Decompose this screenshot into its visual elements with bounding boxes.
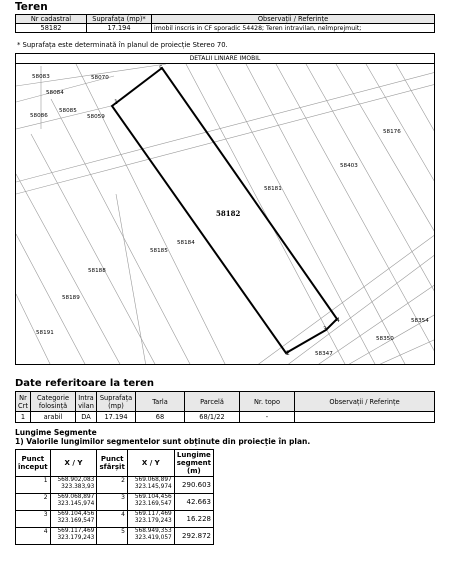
cell-suprafata: 17.194 <box>87 24 152 33</box>
cell-lungime: 16.228 <box>174 511 213 528</box>
cell-categorie: arabil <box>31 412 76 423</box>
table-row <box>16 528 214 545</box>
cell-nr-cadastral: 58182 <box>16 24 87 33</box>
vertex-label-5: 5 <box>159 65 163 72</box>
neighbor-label: 58083 <box>32 74 50 80</box>
vertex-label-4: 4 <box>336 317 340 324</box>
cell-xy-end <box>127 477 174 494</box>
coord-x: 568.902,083 <box>57 477 95 483</box>
cell-nr-crt: 1 <box>16 412 31 423</box>
cell-tarla: 68 <box>136 412 185 423</box>
neighbor-label: 58084 <box>46 90 64 96</box>
coord-y: 323.169,547 <box>134 501 172 507</box>
neighbor-label: 58350 <box>376 336 394 342</box>
col-tarla: Tarla <box>136 392 185 412</box>
teren-table <box>15 14 435 33</box>
cell-lungime: 290.603 <box>174 477 213 494</box>
coord-y: 323.179,243 <box>134 518 172 524</box>
col-punct-inceput: Punct început <box>16 450 51 477</box>
cell-observatii <box>295 412 435 423</box>
date-ref-table <box>15 391 435 423</box>
cell-xy-start <box>50 528 97 545</box>
cell-xy-start <box>50 494 97 511</box>
neighbor-label: 58403 <box>340 163 358 169</box>
cell-xy-end <box>127 494 174 511</box>
coord-y: 323.179,243 <box>57 535 95 541</box>
col-observatii: Observații / Referințe <box>295 392 435 412</box>
cell-xy-end <box>127 511 174 528</box>
cell-punct-start: 3 <box>16 511 51 528</box>
table-row <box>16 494 214 511</box>
neighbor-label: 58059 <box>87 114 105 120</box>
coord-x: 569.104,456 <box>57 511 95 517</box>
coord-x: 569.104,456 <box>134 494 172 500</box>
section-title-date-ref: Date referitoare la teren <box>15 378 154 389</box>
coord-x: 569.117,469 <box>57 528 95 534</box>
neighbor-label: 58176 <box>383 129 401 135</box>
col-suprafata: Suprafața (mp)* <box>87 15 152 24</box>
neighbor-label: 58181 <box>264 186 282 192</box>
section-title-segmente: Lungime Segmente <box>15 428 97 437</box>
neighbor-label: 58085 <box>59 108 77 114</box>
cell-punct-start: 2 <box>16 494 51 511</box>
cell-observatii: imobil inscris in CF sporadic 54428; Teren intravilan, neîmprejmuit; <box>152 24 435 33</box>
cell-lungime: 292.872 <box>174 528 213 545</box>
cell-xy-end <box>127 528 174 545</box>
vertex-label-1: 1 <box>114 99 118 106</box>
cell-punct-end: 3 <box>97 494 128 511</box>
map-title: DETALII LINIARE IMOBIL <box>16 54 434 64</box>
col-nr-crt: Nr Crt <box>16 392 31 412</box>
neighbor-label: 58191 <box>36 330 54 336</box>
col-nr-cadastral: Nr cadastral <box>16 15 87 24</box>
segmente-table <box>15 449 214 545</box>
neighbor-label: 58086 <box>30 113 48 119</box>
col-observatii: Observații / Referințe <box>152 15 435 24</box>
cell-suprafata: 17.194 <box>97 412 136 423</box>
neighbor-label: 58184 <box>177 240 195 246</box>
coord-x: 569.117,469 <box>134 511 172 517</box>
cell-xy-start <box>50 511 97 528</box>
cell-lungime: 42.663 <box>174 494 213 511</box>
col-parcela: Parcelă <box>185 392 240 412</box>
cell-punct-end: 2 <box>97 477 128 494</box>
col-suprafata: Suprafața (mp) <box>97 392 136 412</box>
coord-y: 323.383,93 <box>61 484 95 490</box>
cell-punct-start: 4 <box>16 528 51 545</box>
neighbor-label: 58189 <box>62 295 80 301</box>
cell-punct-end: 4 <box>97 511 128 528</box>
parcel-label: 58182 <box>216 209 241 218</box>
neighbor-label: 58354 <box>411 318 429 324</box>
col-xy-start: X / Y <box>50 450 97 477</box>
coord-y: 323.419,057 <box>134 535 172 541</box>
cell-parcela: 68/1/22 <box>185 412 240 423</box>
cell-punct-start: 1 <box>16 477 51 494</box>
cell-intravilan: DA <box>76 412 97 423</box>
neighbor-label: 58070 <box>91 75 109 81</box>
parcel-map <box>15 53 435 365</box>
neighbor-label: 58347 <box>315 351 333 357</box>
neighbor-label: 58185 <box>150 248 168 254</box>
cell-punct-end: 5 <box>97 528 128 545</box>
coord-x: 569.068,897 <box>134 477 172 483</box>
table-row <box>16 477 214 494</box>
cell-nr-topo: - <box>240 412 295 423</box>
col-categorie: Categorie folosință <box>31 392 76 412</box>
col-xy-end: X / Y <box>127 450 174 477</box>
coord-x: 569.068,897 <box>57 494 95 500</box>
col-lungime: Lungime segment (m) <box>174 450 213 477</box>
vertex-label-2: 2 <box>286 350 290 357</box>
vertex-label-3: 3 <box>323 326 327 333</box>
section-title-teren: Teren <box>15 1 48 13</box>
projection-note: * Suprafața este determinată în planul de proiecție Stereo 70. <box>17 41 228 49</box>
cell-xy-start <box>50 477 97 494</box>
col-intravilan: Intra vilan <box>76 392 97 412</box>
coord-y: 323.145,974 <box>134 484 172 490</box>
neighbor-label: 58188 <box>88 268 106 274</box>
coord-y: 323.169,547 <box>57 518 95 524</box>
coord-y: 323.145,974 <box>57 501 95 507</box>
segmente-subtitle: 1) Valorile lungimilor segmentelor sunt obținute din proiecție în plan. <box>15 437 311 446</box>
col-punct-sfarsit: Punct sfârșit <box>97 450 128 477</box>
table-row <box>16 511 214 528</box>
col-nr-topo: Nr. topo <box>240 392 295 412</box>
coord-x: 568.949,353 <box>134 528 172 534</box>
map-drawing <box>16 54 435 365</box>
